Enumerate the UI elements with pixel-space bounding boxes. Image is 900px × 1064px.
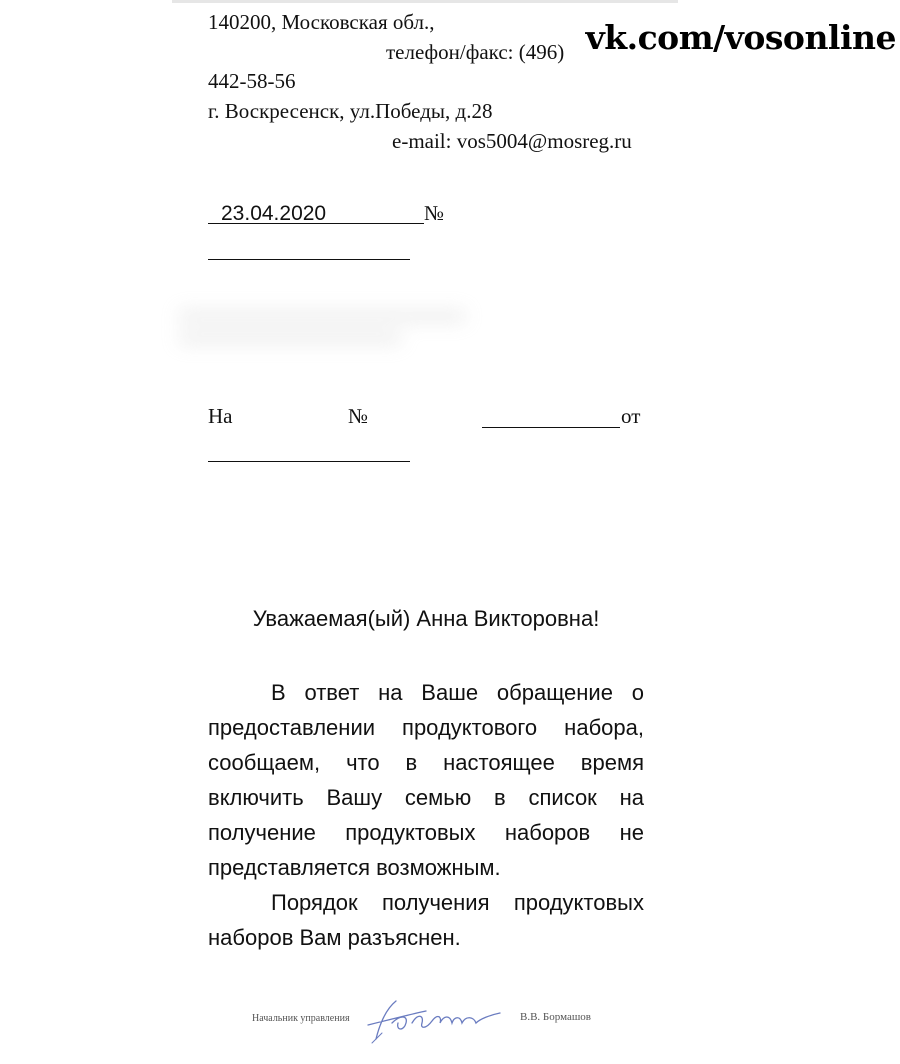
handwritten-signature [362,993,512,1045]
page-top-edge [172,0,678,3]
signature-name: В.В. Бормашов [520,1011,592,1023]
reply-label: На [208,404,233,428]
redacted-recipient [178,300,498,360]
letter-body [208,675,644,955]
outgoing-number-sign: № [424,201,445,225]
sender-address: г. Воскресенск, ул.Победы, д.28 [208,99,493,123]
watermark: vk.com/vosonline [585,18,896,57]
reply-number-sign: № [348,404,369,428]
sender-phone-label: телефон/факс: (496) [386,40,565,64]
sender-phone-number: 442-58-56 [208,69,296,93]
body-paragraph-2: Порядок получения продуктовых наборов Вам разъяснен. [208,890,644,950]
reply-date-line [482,427,620,428]
sender-postal: 140200, Московская обл., [208,10,435,34]
reply-number-line [208,461,410,462]
signature-title: Начальник управления [252,1013,350,1024]
sender-email: e-mail: vos5004@mosreg.ru [392,129,632,153]
greeting: Уважаемая(ый) Анна Викторовна! [252,606,600,631]
outgoing-date: 23.04.2020 [221,202,327,225]
body-paragraph-1: В ответ на Ваше обращение о предоставлении продуктового набора, сообщаем, что в настоящее время включить Вашу семью в список на получение продуктовых наборов не представляется возможным. [208,680,644,880]
reply-from-label: от [621,404,641,428]
outgoing-number-line [208,259,410,260]
